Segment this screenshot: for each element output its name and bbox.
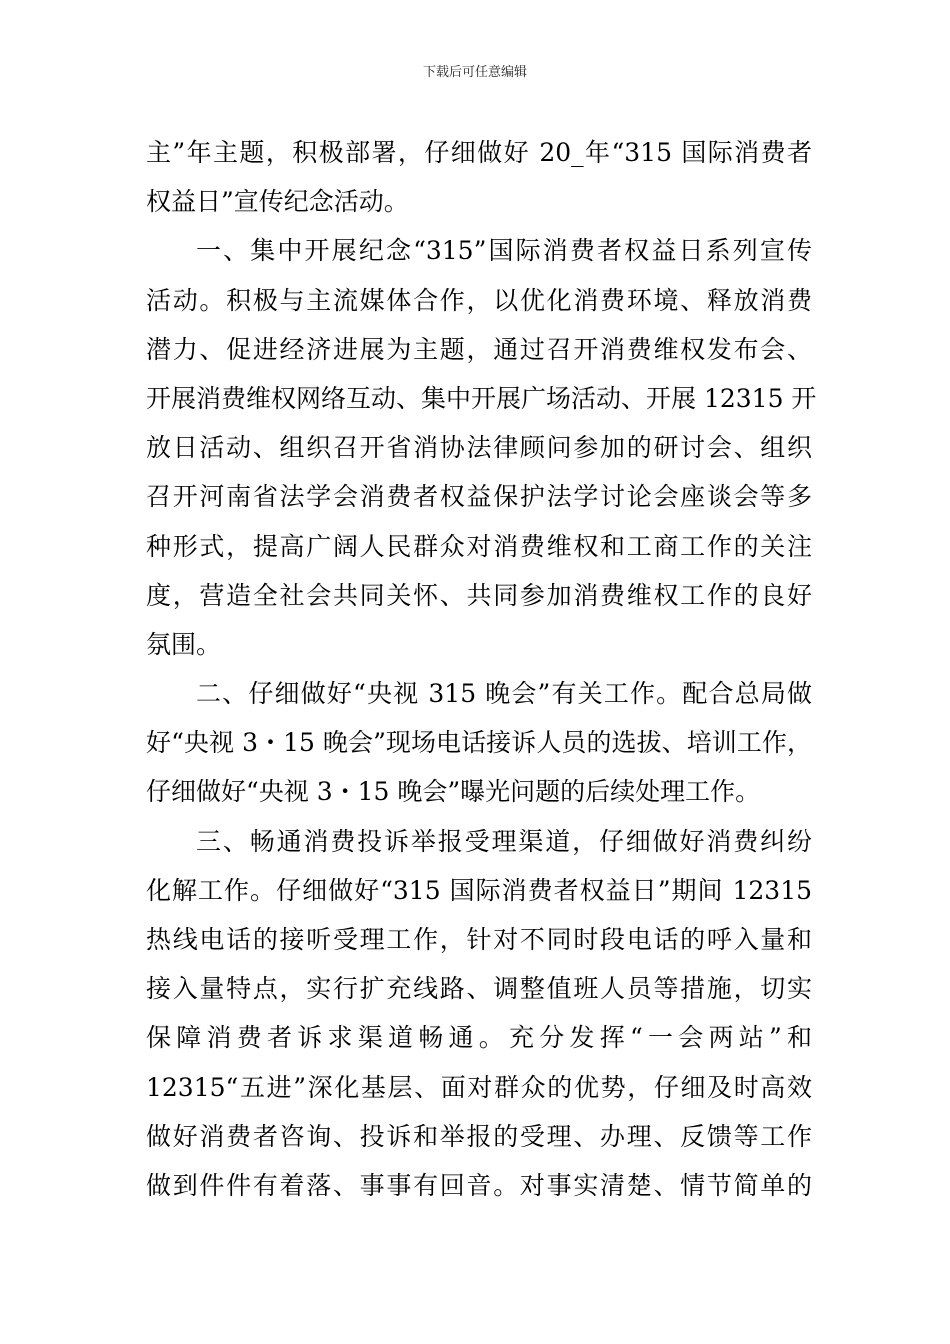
text-line: 二、仔细做好“央视 315 晚会”有关工作。配合总局做 — [196, 679, 812, 709]
text-line: 放日活动、组织召开省消协法律顾问参加的研讨会、组织 — [146, 433, 812, 463]
text-line: 好“央视 3・15 晚会”现场电话接诉人员的选拔、培训工作， — [146, 728, 812, 758]
text-line: 化解工作。仔细做好“315 国际消费者权益日”期间 12315 — [146, 875, 812, 905]
text-line: 做好消费者咨询、投诉和举报的受理、办理、反馈等工作 — [146, 1121, 812, 1151]
text-line: 召开河南省法学会消费者权益保护法学讨论会座谈会等多 — [146, 482, 812, 512]
text-line: 接入量特点，实行扩充线路、调整值班人员等措施，切实 — [146, 974, 812, 1004]
text-line: 仔细做好“央视 3・15 晚会”曝光问题的后续处理工作。 — [146, 777, 761, 807]
text-line: 活动。积极与主流媒体合作，以优化消费环境、释放消费 — [146, 285, 812, 315]
document-body — [146, 128, 817, 1210]
text-line: 做到件件有着落、事事有回音。对事实清楚、情节简单的 — [146, 1170, 812, 1200]
text-line: 种形式，提高广阔人民群众对消费维权和工商工作的关注 — [146, 531, 812, 561]
text-line: 保障消费者诉求渠道畅通。充分发挥“一会两站”和 — [146, 1023, 812, 1053]
text-line: 度，营造全社会共同关怀、共同参加消费维权工作的良好 — [146, 580, 812, 610]
text-line: 主”年主题，积极部署，仔细做好 20_年“315 国际消费者 — [146, 138, 812, 167]
paragraph — [146, 669, 812, 817]
text-line: 12315“五进”深化基层、面对群众的优势，仔细及时高效 — [146, 1072, 812, 1102]
page-header: 下载后可任意编辑 — [422, 65, 527, 80]
text-line: 氛围。 — [146, 629, 222, 659]
paragraph — [146, 128, 812, 226]
text-line: 权益日”宣传纪念活动。 — [146, 187, 409, 217]
text-line: 三、畅通消费投诉举报受理渠道，仔细做好消费纠纷 — [196, 826, 812, 856]
text-line: 开展消费维权网络互动、集中开展广场活动、开展 12315 开 — [146, 383, 817, 413]
text-line: 热线电话的接听受理工作，针对不同时段电话的呼入量和 — [146, 925, 812, 954]
text-line: 一、集中开展纪念“315”国际消费者权益日系列宣传 — [196, 236, 812, 266]
paragraph — [146, 226, 817, 669]
paragraph — [146, 817, 812, 1211]
text-line: 潜力、促进经济进展为主题，通过召开消费维权发布会、 — [146, 334, 812, 364]
